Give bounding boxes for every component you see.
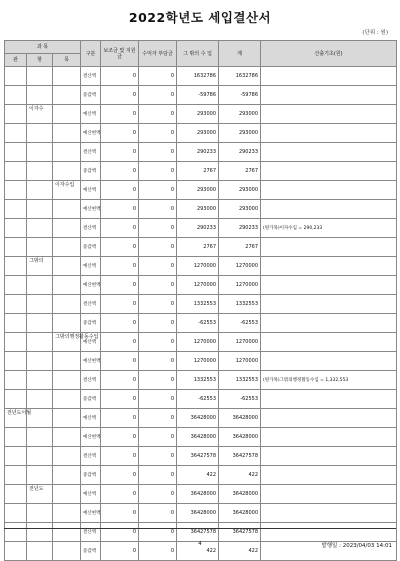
cell-total: 36427578 bbox=[219, 523, 261, 542]
cell-beneficiary: 0 bbox=[139, 542, 177, 561]
header-mok: 목 bbox=[53, 54, 81, 67]
cell-kind: 결산액 bbox=[81, 295, 101, 314]
cell-gwan bbox=[5, 333, 27, 352]
cell-beneficiary: 0 bbox=[139, 428, 177, 447]
cell-kind: 결산액 bbox=[81, 219, 101, 238]
header-beneficiary: 수익자 부담금 bbox=[139, 41, 177, 67]
cell-hang bbox=[27, 238, 53, 257]
cell-kind: 증감액 bbox=[81, 466, 101, 485]
cell-subsidy: 0 bbox=[101, 333, 139, 352]
cell-total: 422 bbox=[219, 542, 261, 561]
cell-total: 1270000 bbox=[219, 276, 261, 295]
header-calc-basis: 산출기초(원) bbox=[261, 41, 397, 67]
cell-mok bbox=[53, 162, 81, 181]
cell-total: 293000 bbox=[219, 124, 261, 143]
table-row bbox=[5, 390, 397, 409]
cell-calc-basis bbox=[261, 143, 397, 162]
cell-calc-basis bbox=[261, 485, 397, 504]
footer-divider bbox=[4, 528, 396, 529]
cell-beneficiary: 0 bbox=[139, 162, 177, 181]
cell-subsidy: 0 bbox=[101, 67, 139, 86]
page-number: 4 bbox=[198, 541, 202, 547]
cell-total: 290233 bbox=[219, 219, 261, 238]
cell-subsidy: 0 bbox=[101, 523, 139, 542]
cell-hang bbox=[27, 447, 53, 466]
cell-kind: 결산액 bbox=[81, 523, 101, 542]
cell-other-income: 293000 bbox=[177, 200, 219, 219]
cell-other-income: 1632786 bbox=[177, 67, 219, 86]
cell-mok bbox=[53, 86, 81, 105]
table-row bbox=[5, 523, 397, 542]
cell-other-income: 2767 bbox=[177, 162, 219, 181]
cell-mok bbox=[53, 276, 81, 295]
cell-kind: 예산현액 bbox=[81, 124, 101, 143]
cell-beneficiary: 0 bbox=[139, 238, 177, 257]
table-row bbox=[5, 504, 397, 523]
cell-hang bbox=[27, 333, 53, 352]
cell-kind: 증감액 bbox=[81, 238, 101, 257]
cell-mok bbox=[53, 295, 81, 314]
cell-hang bbox=[27, 143, 53, 162]
cell-other-income: -62553 bbox=[177, 314, 219, 333]
cell-calc-basis bbox=[261, 523, 397, 542]
cell-subsidy: 0 bbox=[101, 314, 139, 333]
cell-total: 1332553 bbox=[219, 371, 261, 390]
cell-total: 422 bbox=[219, 466, 261, 485]
table-row bbox=[5, 466, 397, 485]
cell-kind: 예산현액 bbox=[81, 276, 101, 295]
cell-total: -62553 bbox=[219, 390, 261, 409]
cell-hang bbox=[27, 162, 53, 181]
cell-calc-basis bbox=[261, 257, 397, 276]
cell-hang bbox=[27, 67, 53, 86]
table-row bbox=[5, 447, 397, 466]
cell-other-income: 36428000 bbox=[177, 409, 219, 428]
cell-total: 36427578 bbox=[219, 447, 261, 466]
cell-mok bbox=[53, 67, 81, 86]
cell-kind: 예산현액 bbox=[81, 200, 101, 219]
cell-kind: 증감액 bbox=[81, 542, 101, 561]
cell-subsidy: 0 bbox=[101, 428, 139, 447]
cell-mok bbox=[53, 428, 81, 447]
cell-other-income: 36427578 bbox=[177, 523, 219, 542]
cell-gwan bbox=[5, 276, 27, 295]
cell-beneficiary: 0 bbox=[139, 143, 177, 162]
cell-mok: 그밖의행정활동수입 bbox=[53, 333, 81, 352]
cell-subsidy: 0 bbox=[101, 200, 139, 219]
cell-beneficiary: 0 bbox=[139, 447, 177, 466]
table-row bbox=[5, 143, 397, 162]
cell-mok bbox=[53, 257, 81, 276]
cell-calc-basis bbox=[261, 314, 397, 333]
cell-beneficiary: 0 bbox=[139, 333, 177, 352]
table-row bbox=[5, 485, 397, 504]
cell-calc-basis bbox=[261, 181, 397, 200]
cell-beneficiary: 0 bbox=[139, 504, 177, 523]
cell-gwan bbox=[5, 314, 27, 333]
cell-gwan bbox=[5, 162, 27, 181]
cell-calc-basis bbox=[261, 352, 397, 371]
cell-kind: 예산액 bbox=[81, 409, 101, 428]
table-row bbox=[5, 257, 397, 276]
cell-kind: 예산액 bbox=[81, 105, 101, 124]
cell-beneficiary: 0 bbox=[139, 352, 177, 371]
cell-calc-basis bbox=[261, 409, 397, 428]
cell-subsidy: 0 bbox=[101, 409, 139, 428]
cell-calc-basis bbox=[261, 238, 397, 257]
cell-other-income: 1270000 bbox=[177, 257, 219, 276]
header-other-income: 그 밖의 수 입 bbox=[177, 41, 219, 67]
cell-gwan bbox=[5, 504, 27, 523]
cell-subsidy: 0 bbox=[101, 485, 139, 504]
cell-beneficiary: 0 bbox=[139, 276, 177, 295]
cell-subsidy: 0 bbox=[101, 181, 139, 200]
cell-gwan: 전년도이월 bbox=[5, 409, 27, 428]
cell-calc-basis bbox=[261, 124, 397, 143]
cell-gwan bbox=[5, 86, 27, 105]
cell-mok bbox=[53, 371, 81, 390]
cell-subsidy: 0 bbox=[101, 466, 139, 485]
cell-total: 293000 bbox=[219, 200, 261, 219]
cell-total: 293000 bbox=[219, 181, 261, 200]
cell-hang bbox=[27, 428, 53, 447]
cell-other-income: -59786 bbox=[177, 86, 219, 105]
cell-mok bbox=[53, 124, 81, 143]
header-subsidy: 보조금 및 지원금 bbox=[101, 41, 139, 67]
header-gwan: 관 bbox=[5, 54, 27, 67]
cell-mok bbox=[53, 219, 81, 238]
cell-kind: 결산액 bbox=[81, 143, 101, 162]
table-row bbox=[5, 105, 397, 124]
cell-other-income: 1270000 bbox=[177, 352, 219, 371]
cell-other-income: 293000 bbox=[177, 105, 219, 124]
cell-total: 1270000 bbox=[219, 352, 261, 371]
table-row bbox=[5, 181, 397, 200]
cell-calc-basis: (원가목)이자수입 = 290,233 bbox=[261, 219, 397, 238]
cell-hang: 전년도 bbox=[27, 485, 53, 504]
cell-beneficiary: 0 bbox=[139, 181, 177, 200]
cell-beneficiary: 0 bbox=[139, 86, 177, 105]
cell-hang bbox=[27, 390, 53, 409]
cell-hang bbox=[27, 276, 53, 295]
cell-other-income: 1332553 bbox=[177, 371, 219, 390]
cell-subsidy: 0 bbox=[101, 390, 139, 409]
cell-gwan bbox=[5, 219, 27, 238]
cell-calc-basis bbox=[261, 295, 397, 314]
cell-mok bbox=[53, 523, 81, 542]
table-row bbox=[5, 371, 397, 390]
cell-calc-basis bbox=[261, 428, 397, 447]
cell-total: 36428000 bbox=[219, 409, 261, 428]
table-row bbox=[5, 124, 397, 143]
cell-gwan bbox=[5, 466, 27, 485]
table-row bbox=[5, 409, 397, 428]
cell-other-income: 290233 bbox=[177, 143, 219, 162]
cell-subsidy: 0 bbox=[101, 371, 139, 390]
cell-mok bbox=[53, 143, 81, 162]
cell-total: 36428000 bbox=[219, 428, 261, 447]
cell-hang bbox=[27, 314, 53, 333]
cell-gwan bbox=[5, 295, 27, 314]
table-row bbox=[5, 333, 397, 352]
cell-beneficiary: 0 bbox=[139, 67, 177, 86]
cell-subsidy: 0 bbox=[101, 257, 139, 276]
table-row bbox=[5, 219, 397, 238]
cell-total: 2767 bbox=[219, 238, 261, 257]
cell-subsidy: 0 bbox=[101, 504, 139, 523]
printed-date: 발행일 : 2023/04/03 14:01 bbox=[321, 543, 392, 549]
cell-gwan bbox=[5, 485, 27, 504]
cell-beneficiary: 0 bbox=[139, 371, 177, 390]
cell-kind: 증감액 bbox=[81, 162, 101, 181]
header-hang: 항 bbox=[27, 54, 53, 67]
cell-gwan bbox=[5, 371, 27, 390]
cell-total: -62553 bbox=[219, 314, 261, 333]
cell-gwan bbox=[5, 257, 27, 276]
cell-subsidy: 0 bbox=[101, 295, 139, 314]
cell-hang bbox=[27, 219, 53, 238]
cell-hang bbox=[27, 504, 53, 523]
cell-total: 1632786 bbox=[219, 67, 261, 86]
cell-kind: 예산액 bbox=[81, 333, 101, 352]
cell-kind: 예산액 bbox=[81, 257, 101, 276]
cell-total: 1270000 bbox=[219, 257, 261, 276]
cell-calc-basis bbox=[261, 86, 397, 105]
cell-mok bbox=[53, 200, 81, 219]
cell-other-income: 36428000 bbox=[177, 485, 219, 504]
cell-other-income: 1270000 bbox=[177, 333, 219, 352]
header-total: 계 bbox=[219, 41, 261, 67]
cell-calc-basis: (원가목)그밖의행정활동수입 = 1,332,553 bbox=[261, 371, 397, 390]
table-row bbox=[5, 67, 397, 86]
cell-beneficiary: 0 bbox=[139, 295, 177, 314]
header-gwamok: 과 목 bbox=[5, 41, 81, 54]
cell-hang: 그밖의 bbox=[27, 257, 53, 276]
table-row bbox=[5, 276, 397, 295]
cell-other-income: 422 bbox=[177, 542, 219, 561]
cell-gwan bbox=[5, 143, 27, 162]
cell-hang bbox=[27, 124, 53, 143]
cell-beneficiary: 0 bbox=[139, 105, 177, 124]
cell-total: 1270000 bbox=[219, 333, 261, 352]
cell-gwan bbox=[5, 447, 27, 466]
cell-gwan bbox=[5, 352, 27, 371]
cell-calc-basis bbox=[261, 105, 397, 124]
cell-kind: 결산액 bbox=[81, 371, 101, 390]
table-row bbox=[5, 314, 397, 333]
cell-gwan bbox=[5, 238, 27, 257]
cell-kind: 예산현액 bbox=[81, 504, 101, 523]
cell-hang bbox=[27, 86, 53, 105]
cell-calc-basis bbox=[261, 466, 397, 485]
cell-kind: 결산액 bbox=[81, 67, 101, 86]
cell-beneficiary: 0 bbox=[139, 466, 177, 485]
cell-hang bbox=[27, 371, 53, 390]
cell-calc-basis bbox=[261, 390, 397, 409]
cell-other-income: 290233 bbox=[177, 219, 219, 238]
cell-hang bbox=[27, 466, 53, 485]
cell-hang bbox=[27, 295, 53, 314]
header-gubun: 구분 bbox=[81, 41, 101, 67]
cell-mok bbox=[53, 314, 81, 333]
cell-total: 36428000 bbox=[219, 504, 261, 523]
cell-subsidy: 0 bbox=[101, 162, 139, 181]
table-row bbox=[5, 86, 397, 105]
cell-beneficiary: 0 bbox=[139, 124, 177, 143]
cell-subsidy: 0 bbox=[101, 124, 139, 143]
cell-subsidy: 0 bbox=[101, 542, 139, 561]
cell-other-income: 422 bbox=[177, 466, 219, 485]
cell-subsidy: 0 bbox=[101, 219, 139, 238]
cell-beneficiary: 0 bbox=[139, 314, 177, 333]
cell-gwan bbox=[5, 200, 27, 219]
cell-other-income: 1270000 bbox=[177, 276, 219, 295]
cell-hang bbox=[27, 523, 53, 542]
cell-beneficiary: 0 bbox=[139, 200, 177, 219]
cell-beneficiary: 0 bbox=[139, 219, 177, 238]
cell-beneficiary: 0 bbox=[139, 390, 177, 409]
cell-calc-basis bbox=[261, 200, 397, 219]
cell-beneficiary: 0 bbox=[139, 523, 177, 542]
cell-mok bbox=[53, 390, 81, 409]
cell-other-income: 36428000 bbox=[177, 504, 219, 523]
cell-hang: 이자수 bbox=[27, 105, 53, 124]
cell-hang bbox=[27, 200, 53, 219]
revenue-settlement-table bbox=[4, 40, 397, 561]
table-row bbox=[5, 428, 397, 447]
cell-mok bbox=[53, 485, 81, 504]
cell-calc-basis bbox=[261, 333, 397, 352]
cell-gwan bbox=[5, 428, 27, 447]
cell-total: 1332553 bbox=[219, 295, 261, 314]
cell-kind: 예산액 bbox=[81, 485, 101, 504]
table-row bbox=[5, 238, 397, 257]
ledger-body bbox=[5, 67, 397, 561]
cell-gwan bbox=[5, 390, 27, 409]
cell-gwan bbox=[5, 181, 27, 200]
cell-kind: 예산현액 bbox=[81, 352, 101, 371]
cell-kind: 예산액 bbox=[81, 181, 101, 200]
cell-total: 290233 bbox=[219, 143, 261, 162]
cell-other-income: 293000 bbox=[177, 124, 219, 143]
cell-other-income: 2767 bbox=[177, 238, 219, 257]
cell-kind: 예산현액 bbox=[81, 428, 101, 447]
cell-kind: 증감액 bbox=[81, 390, 101, 409]
cell-other-income: 1332553 bbox=[177, 295, 219, 314]
cell-subsidy: 0 bbox=[101, 447, 139, 466]
cell-gwan bbox=[5, 523, 27, 542]
cell-subsidy: 0 bbox=[101, 143, 139, 162]
document-title: 2022학년도 세입결산서 bbox=[128, 10, 272, 25]
cell-gwan bbox=[5, 67, 27, 86]
cell-total: -59786 bbox=[219, 86, 261, 105]
cell-kind: 결산액 bbox=[81, 447, 101, 466]
cell-calc-basis bbox=[261, 504, 397, 523]
cell-total: 293000 bbox=[219, 105, 261, 124]
cell-hang bbox=[27, 181, 53, 200]
table-row bbox=[5, 295, 397, 314]
cell-kind: 증감액 bbox=[81, 314, 101, 333]
cell-gwan bbox=[5, 124, 27, 143]
table-row bbox=[5, 352, 397, 371]
unit-label: (단위 : 원) bbox=[362, 30, 388, 36]
cell-calc-basis bbox=[261, 447, 397, 466]
cell-subsidy: 0 bbox=[101, 276, 139, 295]
cell-calc-basis bbox=[261, 67, 397, 86]
cell-other-income: 293000 bbox=[177, 181, 219, 200]
cell-other-income: 36428000 bbox=[177, 428, 219, 447]
table-row bbox=[5, 162, 397, 181]
cell-beneficiary: 0 bbox=[139, 409, 177, 428]
cell-hang bbox=[27, 352, 53, 371]
cell-subsidy: 0 bbox=[101, 238, 139, 257]
cell-gwan bbox=[5, 105, 27, 124]
table-row bbox=[5, 200, 397, 219]
cell-other-income: -62553 bbox=[177, 390, 219, 409]
cell-mok bbox=[53, 238, 81, 257]
cell-beneficiary: 0 bbox=[139, 257, 177, 276]
cell-mok: 이자수입 bbox=[53, 181, 81, 200]
cell-subsidy: 0 bbox=[101, 86, 139, 105]
cell-other-income: 36427578 bbox=[177, 447, 219, 466]
cell-mok bbox=[53, 105, 81, 124]
cell-mok bbox=[53, 352, 81, 371]
cell-mok bbox=[53, 409, 81, 428]
cell-subsidy: 0 bbox=[101, 105, 139, 124]
cell-calc-basis bbox=[261, 276, 397, 295]
cell-calc-basis bbox=[261, 162, 397, 181]
cell-subsidy: 0 bbox=[101, 352, 139, 371]
cell-mok bbox=[53, 466, 81, 485]
cell-mok bbox=[53, 447, 81, 466]
cell-kind: 증감액 bbox=[81, 86, 101, 105]
cell-beneficiary: 0 bbox=[139, 485, 177, 504]
cell-mok bbox=[53, 504, 81, 523]
cell-total: 2767 bbox=[219, 162, 261, 181]
cell-total: 36428000 bbox=[219, 485, 261, 504]
